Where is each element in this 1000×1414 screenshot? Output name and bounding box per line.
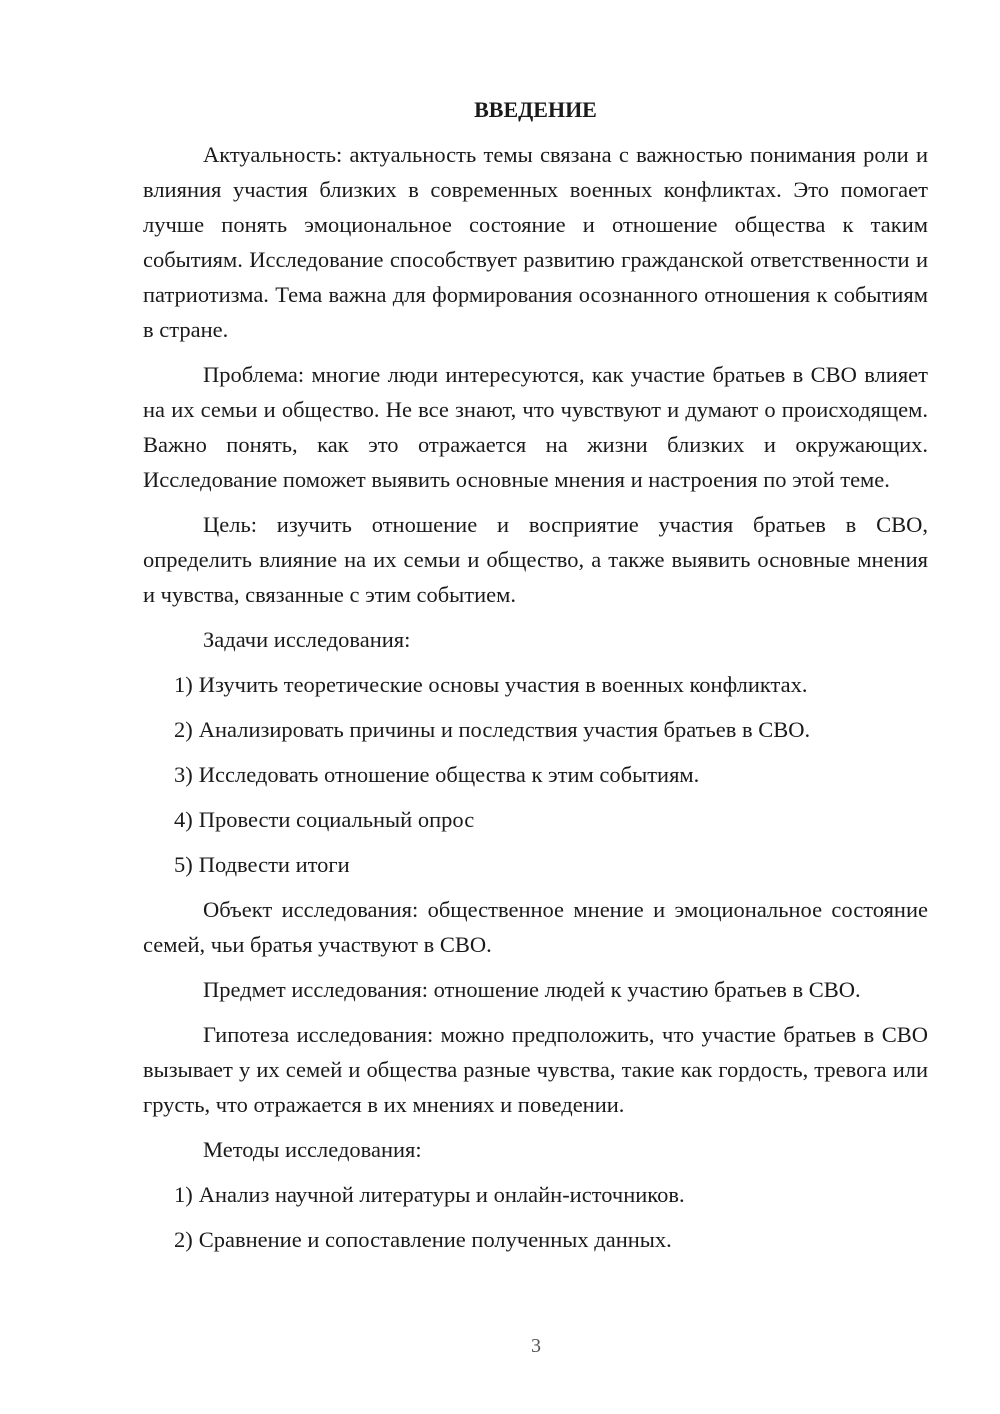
list-item-number: 1) bbox=[174, 1182, 193, 1207]
page-number: 3 bbox=[531, 1335, 541, 1357]
list-item-text: Подвести итоги bbox=[198, 852, 350, 877]
problem-paragraph: Проблема: многие люди интересуются, как участие братьев в СВО влияет на их семьи и общество. Не все знают, что чувствуют и думают о происходящем. Важно понять, как это отражается на жизни близких и окружающих. Исследование поможет выявить основные мнения и настроения по этой теме. bbox=[143, 362, 928, 492]
hypothesis-paragraph: Гипотеза исследования: можно предположить, что участие братьев в СВО вызывает у их семей и общества разные чувства, такие как гордость, тревога или грусть, что отражается в их мнениях и поведении. bbox=[143, 1022, 928, 1117]
list-item bbox=[143, 712, 928, 747]
methods-heading: Методы исследования: bbox=[203, 1137, 422, 1162]
tasks-list bbox=[143, 667, 928, 882]
tasks-heading: Задачи исследования: bbox=[203, 627, 411, 652]
list-item bbox=[143, 667, 928, 702]
document-page bbox=[143, 95, 928, 1267]
list-item-number: 2) bbox=[174, 1227, 193, 1252]
list-item-number: 5) bbox=[174, 852, 193, 877]
page-title: ВВЕДЕНИЕ bbox=[474, 97, 597, 122]
object-paragraph: Объект исследования: общественное мнение и эмоциональное состояние семей, чьи братья участвуют в СВО. bbox=[143, 897, 928, 957]
list-item-number: 1) bbox=[174, 672, 193, 697]
subject-paragraph: Предмет исследования: отношение людей к участию братьев в СВО. bbox=[203, 977, 861, 1002]
relevance-paragraph: Актуальность: актуальность темы связана с важностью понимания роли и влияния участия близких в современных военных конфликтах. Это помогает лучше понять эмоциональное состояние и отношение общества к таким событиям. Исследование способствует развитию гражданской ответственности и патриотизма. Тема важна для формирования осознанного отношения к событиям в стране. bbox=[143, 142, 928, 342]
list-item-text: Провести социальный опрос bbox=[198, 807, 475, 832]
list-item bbox=[143, 847, 928, 882]
list-item-text: Анализировать причины и последствия участия братьев в СВО. bbox=[198, 717, 811, 742]
list-item-text: Анализ научной литературы и онлайн-источников. bbox=[198, 1182, 685, 1207]
list-item bbox=[143, 1177, 928, 1212]
list-item-number: 3) bbox=[174, 762, 193, 787]
list-item-text: Исследовать отношение общества к этим событиям. bbox=[198, 762, 700, 787]
list-item-number: 4) bbox=[174, 807, 193, 832]
list-item bbox=[143, 757, 928, 792]
list-item-number: 2) bbox=[174, 717, 193, 742]
methods-list bbox=[143, 1177, 928, 1257]
goal-paragraph: Цель: изучить отношение и восприятие участия братьев в СВО, определить влияние на их семьи и общество, а также выявить основные мнения и чувства, связанные с этим событием. bbox=[143, 512, 928, 607]
list-item bbox=[143, 1222, 928, 1257]
list-item-text: Изучить теоретические основы участия в военных конфликтах. bbox=[198, 672, 808, 697]
list-item bbox=[143, 802, 928, 837]
list-item-text: Сравнение и сопоставление полученных данных. bbox=[198, 1227, 672, 1252]
